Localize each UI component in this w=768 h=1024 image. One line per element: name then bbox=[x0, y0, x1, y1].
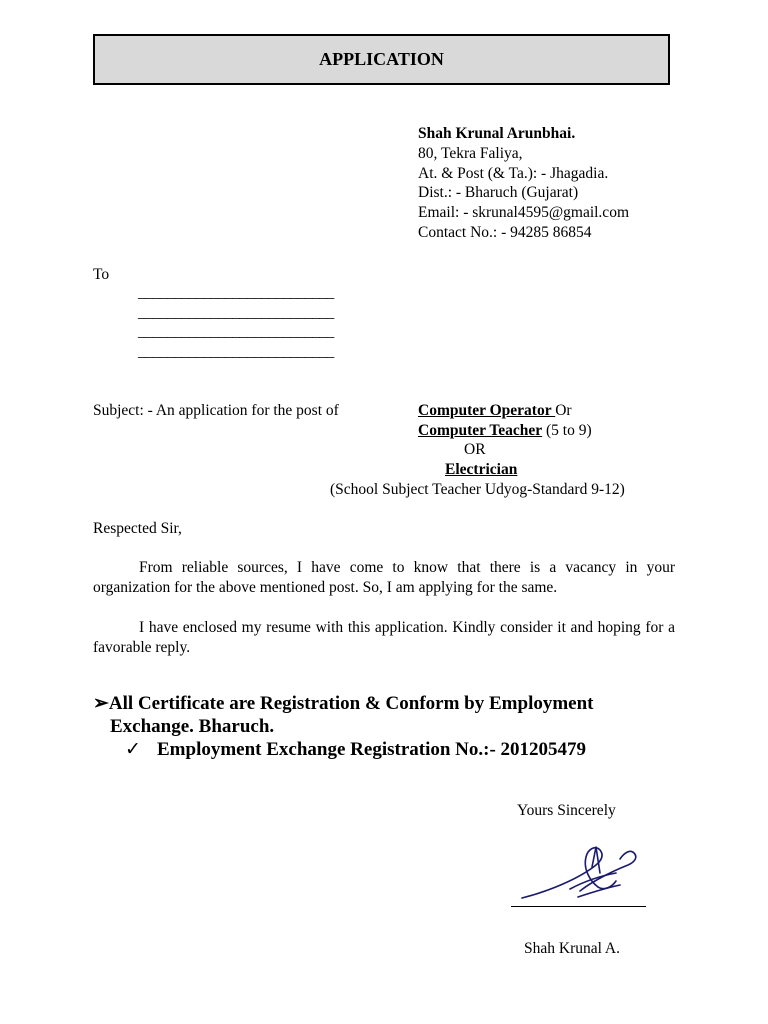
checkmark-icon: ✓ bbox=[125, 739, 141, 760]
to-label: To bbox=[93, 266, 110, 283]
registration-line bbox=[125, 738, 586, 761]
title-box bbox=[93, 34, 670, 85]
blank-line: ___________________________ bbox=[138, 342, 334, 360]
sender-address-line3: Dist.: - Bharuch (Gujarat) bbox=[418, 184, 579, 202]
greeting: Respected Sir, bbox=[93, 520, 182, 537]
post-line-3 bbox=[445, 460, 517, 480]
certificate-statement bbox=[93, 693, 693, 738]
subject-label: Subject: - An application for the post of bbox=[93, 402, 339, 419]
post-line-1 bbox=[418, 401, 572, 421]
sender-address-line1: 80, Tekra Faliya, bbox=[418, 144, 523, 162]
certificate-line1: All Certificate are Registration & Conform by Employment bbox=[108, 693, 594, 714]
signature-line bbox=[511, 906, 646, 907]
blank-line: ___________________________ bbox=[138, 303, 334, 321]
body-paragraph-2: I have enclosed my resume with this application. Kindly consider it and hoping for a favorable reply. bbox=[93, 619, 675, 656]
sender-email: Email: - skrunal4595@gmail.com bbox=[418, 204, 629, 222]
recipient-blank-lines bbox=[138, 283, 334, 361]
sender-contact: Contact No.: - 94285 86854 bbox=[418, 223, 592, 241]
post-electrician: Electrician bbox=[445, 461, 518, 478]
post-computer-operator: Computer Operator bbox=[418, 402, 556, 419]
sender-name: Shah Krunal Arunbhai. bbox=[418, 125, 576, 142]
post-line-2 bbox=[418, 421, 592, 441]
post-or-separator: OR bbox=[464, 441, 486, 458]
handwritten-signature bbox=[520, 843, 645, 905]
body-paragraph-1: From reliable sources, I have come to know that there is a vacancy in your organization for the above mentioned post. So, I am applying for the same. bbox=[93, 559, 675, 596]
certificate-line2: Exchange. Bharuch. bbox=[110, 715, 275, 737]
arrow-bullet-icon: ➢ bbox=[93, 693, 109, 714]
sender-address-block bbox=[418, 124, 629, 243]
registration-number-text: Employment Exchange Registration No.:- 201205479 bbox=[157, 739, 587, 760]
post-note: (School Subject Teacher Udyog-Standard 9-12) bbox=[330, 481, 625, 498]
post-teacher-range: (5 to 9) bbox=[542, 422, 592, 439]
post-or-word: Or bbox=[555, 402, 572, 419]
closing-phrase: Yours Sincerely bbox=[517, 802, 616, 819]
page-title: APPLICATION bbox=[319, 49, 444, 69]
blank-line: ___________________________ bbox=[138, 323, 334, 340]
sender-address-line2: At. & Post (& Ta.): - Jhagadia. bbox=[418, 164, 609, 182]
blank-line: ___________________________ bbox=[138, 284, 334, 301]
signature-name: Shah Krunal A. bbox=[524, 940, 621, 957]
post-computer-teacher: Computer Teacher bbox=[418, 422, 543, 439]
